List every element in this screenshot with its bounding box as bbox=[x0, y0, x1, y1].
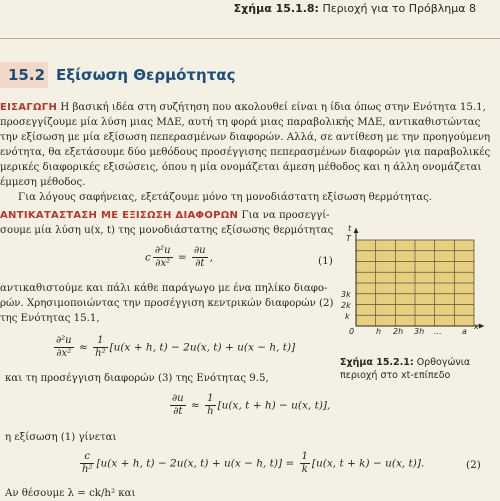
eq3-body: [u(x, t + h) − u(x, t)], bbox=[217, 399, 331, 412]
subsection-text-1: Για να προσεγγί- bbox=[238, 210, 330, 221]
equation-2 bbox=[52, 335, 295, 360]
axis-label-t: t bbox=[348, 224, 352, 233]
eq1-tail: , bbox=[209, 251, 213, 264]
x-tick-h: h bbox=[376, 327, 382, 336]
eq1-rhs-fraction bbox=[192, 245, 208, 270]
eq1-rhs-den: ∂t bbox=[195, 258, 205, 269]
subsection-lead: ΑΝΤΙΚΑΤΑΣΤΑΣΗ ΜΕ ΕΞΙΣΩΣΗ ΔΙΑΦΟΡΩΝ bbox=[0, 210, 239, 221]
subsection-line-1 bbox=[0, 208, 330, 223]
eq1-equals: = bbox=[177, 251, 187, 264]
top-figure-caption bbox=[234, 2, 476, 15]
eq4-number: (2) bbox=[466, 459, 481, 471]
eq3-lhs-fraction bbox=[170, 393, 186, 418]
intro-line-2: προσεγγίζουμε μία λύση μιας ΜΔΕ, αυτή τη φορά μιας παραβολικής ΜΔΕ, αντικαθιστώντας bbox=[0, 117, 481, 128]
eq2-coef-fraction bbox=[93, 335, 107, 360]
eq2-lhs-fraction bbox=[54, 335, 74, 360]
eq2-lhs-den: ∂x² bbox=[56, 348, 72, 359]
top-figure-label: Σχήμα 15.1.8: bbox=[233, 2, 319, 15]
eq2-coef-den: h² bbox=[95, 348, 106, 359]
eq2-approx: ≈ bbox=[78, 341, 88, 354]
bottom-line: Αν θέσουμε λ = ck/h² και bbox=[5, 488, 136, 499]
x-tick-3h: 3h bbox=[414, 327, 425, 336]
subsection-line-2: σουμε μία λύση u(x, t) της μονοδιάστατης εξίσωσης θερμότητας bbox=[0, 225, 334, 236]
eq1-coef: c bbox=[145, 251, 151, 264]
y-tick-2k: 2k bbox=[341, 301, 351, 310]
eq1-number: (1) bbox=[318, 255, 333, 267]
x-tick-2h: 2h bbox=[393, 327, 404, 336]
eq3-coef-num: 1 bbox=[205, 393, 215, 406]
eq1-lhs-num: ∂²u bbox=[154, 245, 171, 256]
intro-text-1: Η βασική ιδέα στη συζήτηση που ακολουθεί είναι η ίδια όπως στην Ενότητα 15.1, bbox=[57, 102, 486, 113]
eq4-left: [u(x + h, t) − 2u(x, t) + u(x − h, t)] = bbox=[96, 457, 295, 470]
intro-paragraph bbox=[0, 100, 491, 205]
para2-line-3: της Ενότητας 15.1, bbox=[0, 313, 100, 324]
intro-line-4: ενότητα, θα εξετάσουμε δύο μεθόδους προσέγγισης πεπερασμένων διαφορών για παραβολικές bbox=[0, 147, 491, 158]
t-axis-arrow bbox=[354, 228, 359, 233]
eq3-approx: ≈ bbox=[190, 399, 200, 412]
eq3-lhs-den: ∂t bbox=[173, 406, 183, 417]
intro-line-3: την εξίσωση με μία εξίσωση πεπερασμένων διαφορών. Αλλά, σε αντίθεση με την προηγούμενη bbox=[0, 132, 491, 143]
figure-caption-text-1: Ορθογώνια bbox=[413, 357, 471, 368]
intro-line-5: μερικές διαφορικές εξισώσεις, όπου η μία ονομάζεται άμεση μέθοδος και η άλλη ονομάζεται bbox=[0, 162, 482, 173]
eq4-k-fraction bbox=[300, 451, 310, 476]
eq2-lhs-num: ∂²u bbox=[56, 335, 72, 346]
eq1-rhs-num: ∂u bbox=[194, 245, 206, 256]
eq4-right: [u(x, t + k) − u(x, t)]. bbox=[311, 457, 425, 470]
paragraph-3: και τη προσέγγιση διαφορών (3) της Ενότητας 9.5, bbox=[5, 373, 269, 384]
equation-1 bbox=[145, 245, 213, 270]
eq4-k-den: k bbox=[301, 464, 308, 475]
eq3-lhs-num: ∂u bbox=[172, 393, 184, 404]
x-tick-dots: ... bbox=[434, 327, 442, 336]
axis-label-x: x bbox=[474, 322, 479, 331]
eq4-c-fraction bbox=[80, 451, 94, 476]
y-tick-3k: 3k bbox=[341, 290, 351, 299]
para2-line-1: αντικαθιστούμε και πάλι κάθε παράγωγο με ένα πηλίκο διαφο- bbox=[0, 283, 328, 294]
intro-closing: Για λόγους σαφήνειας, εξετάζουμε μόνο τη μονοδιάστατη εξίσωση θερμότητας. bbox=[18, 192, 433, 203]
equation-4 bbox=[78, 451, 424, 476]
paragraph-4: η εξίσωση (1) γίνεται bbox=[5, 432, 117, 443]
subsection-paragraph bbox=[0, 208, 334, 238]
eq2-coef-num: 1 bbox=[93, 335, 107, 348]
eq4-k-num: 1 bbox=[301, 451, 308, 462]
x-axis-arrow bbox=[479, 324, 484, 329]
intro-line-6: έμμεση μέθοδος. bbox=[0, 177, 86, 188]
intro-lead: ΕΙΣΑΓΩΓΗ bbox=[0, 102, 58, 113]
axis-label-T: T bbox=[346, 234, 351, 243]
figure-caption-label: Σχήμα 15.2.1: bbox=[340, 357, 414, 368]
xt-grid-figure bbox=[338, 226, 488, 338]
para2-line-2: ρών. Χρησιμοποιώντας την προσέγγιση κεντρικών διαφορών (2) bbox=[0, 298, 334, 309]
x-tick-a: a bbox=[462, 327, 467, 336]
figure-caption bbox=[340, 356, 470, 382]
eq1-lhs-den: ∂x² bbox=[155, 258, 171, 269]
eq3-coef-fraction bbox=[205, 393, 215, 418]
paragraph-2 bbox=[0, 281, 340, 326]
equation-3 bbox=[168, 393, 330, 418]
y-tick-k: k bbox=[345, 312, 350, 321]
eq1-lhs-fraction bbox=[153, 245, 173, 270]
eq4-c-num: c bbox=[80, 451, 94, 464]
header-divider bbox=[0, 38, 500, 39]
intro-line-1 bbox=[0, 100, 486, 115]
eq4-c-den: h² bbox=[82, 464, 93, 475]
top-figure-text: Περιοχή για το Πρόβλημα 8 bbox=[322, 2, 476, 15]
figure-caption-text-2: περιοχή στο xt-επίπεδο bbox=[340, 370, 451, 381]
origin-label: 0 bbox=[349, 327, 355, 336]
eq2-body: [u(x + h, t) − 2u(x, t) + u(x − h, t)] bbox=[109, 341, 296, 354]
section-number: 15.2 bbox=[8, 66, 46, 84]
eq3-coef-den: h bbox=[207, 406, 214, 417]
section-title: Εξίσωση Θερμότητας bbox=[56, 66, 236, 84]
